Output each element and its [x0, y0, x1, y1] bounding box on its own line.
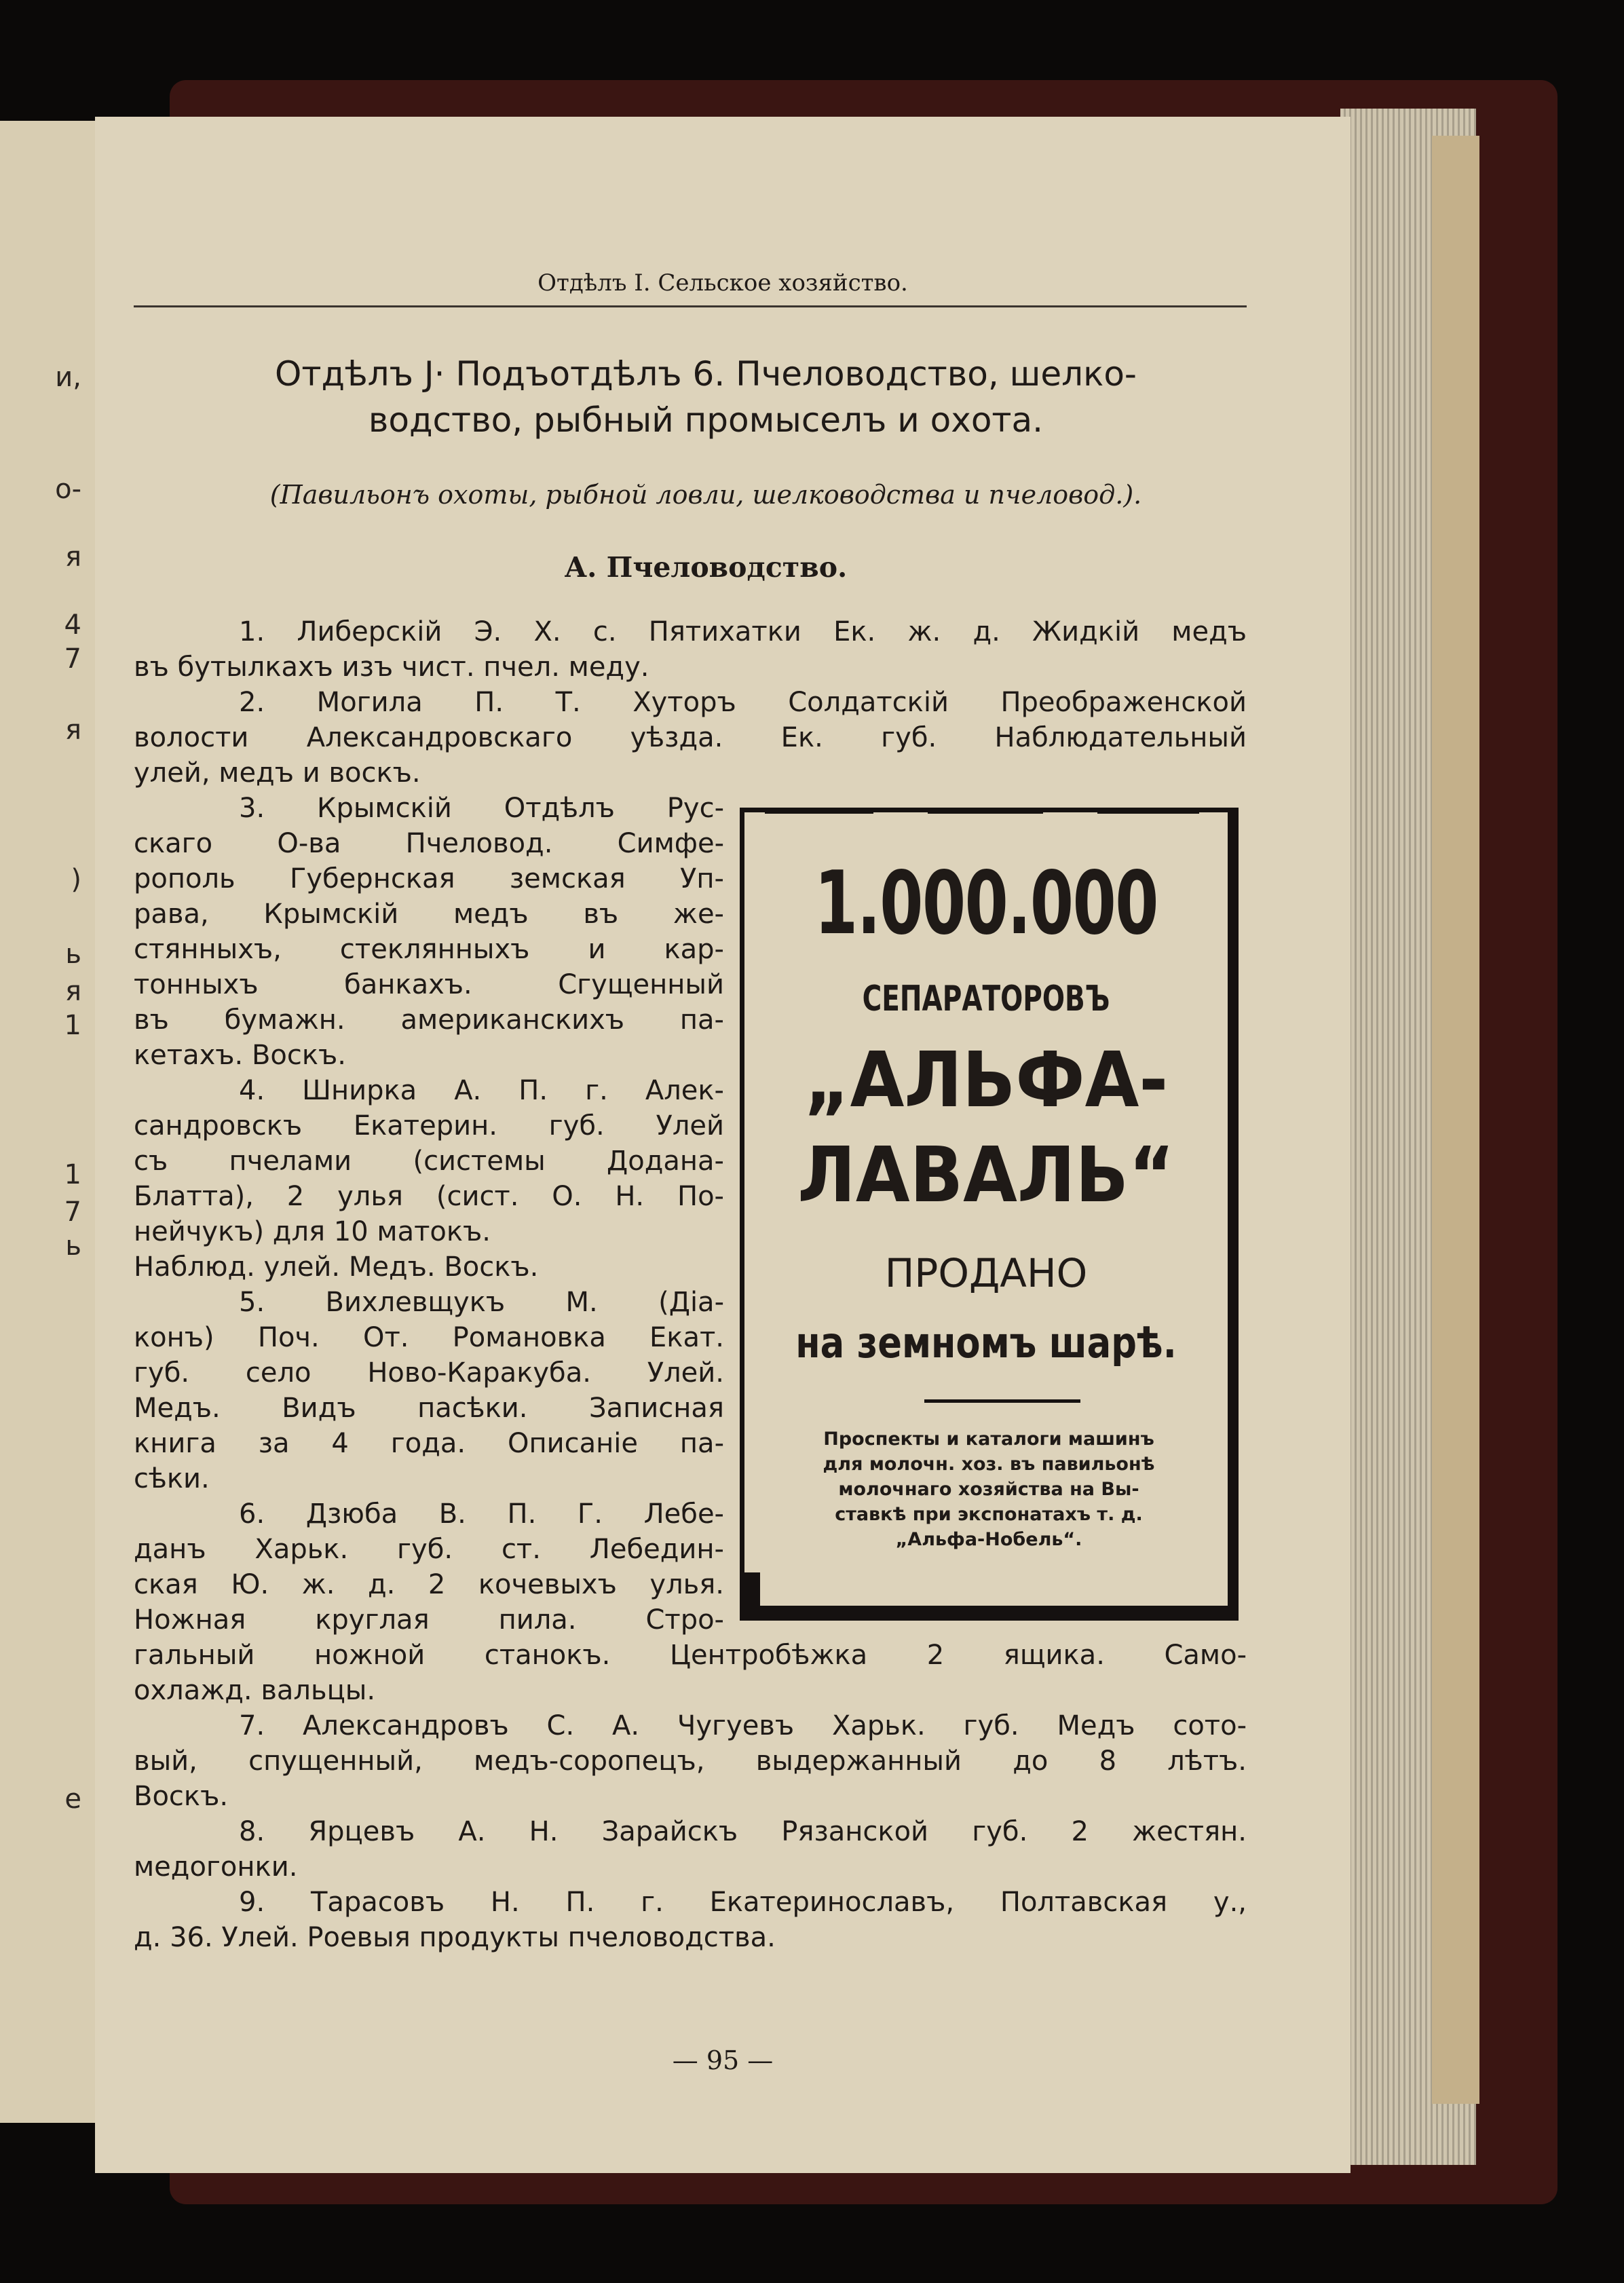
advert-brand-line: „АЛЬФА- — [804, 1036, 1169, 1125]
text-line: охлажд. вальцы. — [134, 1675, 376, 1706]
advert-small-line: ставкѣ при экспонатахъ т. д. — [835, 1504, 1143, 1525]
text-line: улей, медъ и воскъ. — [134, 757, 421, 789]
text-line: Наблюд. улей. Медъ. Воскъ. — [134, 1251, 539, 1283]
heading-line: Отдѣлъ J· Подъотдѣлъ 6. Пчеловодство, шелко- — [275, 354, 1137, 394]
text-line: 7. Александровъ С. А. Чугуевъ Харьк. губ. Медъ сото- — [239, 1710, 1247, 1741]
left-page-fragment: е — [64, 1784, 81, 1815]
left-page-fragment: и, — [55, 362, 81, 393]
border-ornament — [765, 808, 873, 814]
text-line: кетахъ. Воскъ. — [134, 1040, 346, 1071]
border-ornament — [1097, 808, 1199, 814]
header-rule — [134, 305, 1247, 307]
advert-separators: СЕПАРАТОРОВЪ — [862, 979, 1110, 1019]
advert-divider — [924, 1399, 1080, 1403]
left-page-fragment: 4 — [64, 609, 81, 641]
text-line: Ножная круглая пила. Стро- — [134, 1604, 724, 1636]
advert-number: 1.000.000 — [814, 853, 1158, 954]
section-title: А. Пчеловодство. — [564, 551, 848, 584]
text-line: въ бумажн. американскихъ па- — [134, 1004, 724, 1036]
text-line: 4. Шнирка А. П. г. Алек- — [239, 1075, 724, 1106]
text-line: тонныхъ банкахъ. Сгущенный — [134, 969, 724, 1000]
advert-small-line: молочнаго хозяйства на Вы- — [838, 1479, 1139, 1500]
heading-line: водство, рыбный промыселъ и охота. — [368, 400, 1044, 440]
text-line: 9. Тарасовъ Н. П. г. Екатеринославъ, Полтавская у., — [239, 1887, 1247, 1918]
text-line: 1. Либерскій Э. Х. с. Пятихатки Ек. ж. д. Жидкій медъ — [239, 616, 1247, 647]
text-line: скаго О-ва Пчеловод. Симфе- — [134, 828, 724, 859]
text-line: нейчукъ) для 10 матокъ. — [134, 1216, 491, 1247]
text-line: Медъ. Видъ пасѣки. Записная — [134, 1393, 724, 1424]
text-line: 3. Крымскій Отдѣлъ Рус- — [239, 793, 724, 824]
left-page-fragment: ь — [65, 1230, 81, 1262]
text-line: 8. Ярцевъ А. Н. Зарайскъ Рязанской губ. 2 жестян. — [239, 1816, 1247, 1847]
border-ornament — [740, 1572, 760, 1613]
left-page-fragment: о- — [55, 474, 81, 505]
text-line: ская Ю. ж. д. 2 кочевыхъ улья. — [134, 1569, 724, 1600]
left-page-fragment: ь — [65, 939, 81, 970]
left-page-edge — [0, 121, 95, 2123]
department-heading — [129, 351, 1283, 443]
text-line: Воскъ. — [134, 1781, 229, 1812]
left-page-fragment: я — [64, 976, 81, 1007]
text-line: данъ Харьк. губ. ст. Лебедин- — [134, 1534, 724, 1565]
left-page-fragment: 7 — [64, 643, 81, 675]
text-line: рополь Губернская земская Уп- — [134, 863, 724, 894]
running-head: Отдѣлъ I. Сельское хозяйство. — [537, 269, 908, 297]
separator-advertisement — [740, 808, 1239, 1621]
text-line: 6. Дзюба В. П. Г. Лебе- — [239, 1498, 724, 1530]
border-ornament — [928, 808, 1043, 814]
text-line: конъ) Поч. От. Романовка Екат. — [134, 1322, 724, 1353]
text-line: Блатта), 2 улья (сист. О. Н. По- — [134, 1181, 724, 1212]
bookmark-edge — [1432, 136, 1479, 2104]
advert-small-line: „Альфа-Нобель“. — [895, 1529, 1082, 1550]
text-line: 5. Вихлевщукъ М. (Діа- — [239, 1287, 724, 1318]
advert-globe: на земномъ шарѣ. — [795, 1318, 1177, 1367]
left-page-fragment: 7 — [64, 1196, 81, 1228]
advert-brand-line: ЛАВАЛЬ“ — [797, 1131, 1175, 1220]
text-line: сѣки. — [134, 1463, 210, 1494]
text-line: стянныхъ, стеклянныхъ и кар- — [134, 934, 724, 965]
text-line: вый, спущенный, медъ-соропецъ, выдержанный до 8 лѣтъ. — [134, 1746, 1247, 1777]
advert-small-line: Проспекты и каталоги машинъ — [823, 1429, 1154, 1450]
text-line: сандровскъ Екатерин. губ. Улей — [134, 1110, 724, 1142]
book-page — [95, 117, 1351, 2173]
text-line: д. 36. Улей. Роевыя продукты пчеловодства. — [134, 1922, 776, 1953]
left-page-fragment: я — [64, 542, 81, 573]
text-line: гальный ножной станокъ. Центробѣжка 2 ящика. Само- — [134, 1640, 1247, 1671]
text-line: рава, Крымскій медъ въ же- — [134, 899, 724, 930]
text-line: губ. село Ново-Каракуба. Улей. — [134, 1357, 724, 1389]
text-line: 2. Могила П. Т. Хуторъ Солдатскій Преображенской — [239, 687, 1247, 718]
left-page-fragment: я — [64, 715, 81, 746]
left-page-fragment: 1 — [64, 1010, 81, 1041]
advert-small-line: для молочн. хоз. въ павильонѣ — [823, 1454, 1155, 1475]
advert-small-print — [758, 1427, 1220, 1552]
pavilion-subtitle: (Павильонъ охоты, рыбной ловли, шелководства и пчеловод.). — [269, 480, 1142, 510]
page-number: — 95 — — [672, 2045, 774, 2075]
advert-sold: ПРОДАНО — [884, 1250, 1088, 1296]
text-line: въ бутылкахъ изъ чист. пчел. меду. — [134, 652, 649, 683]
text-line: медогонки. — [134, 1851, 298, 1883]
left-page-fragment: 1 — [64, 1159, 81, 1190]
left-page-fragment: ) — [71, 864, 81, 895]
text-line: съ пчелами (системы Додана- — [134, 1146, 724, 1177]
text-line: книга за 4 года. Описаніе па- — [134, 1428, 724, 1459]
text-line: волости Александровскаго уѣзда. Ек. губ. Наблюдательный — [134, 722, 1247, 753]
